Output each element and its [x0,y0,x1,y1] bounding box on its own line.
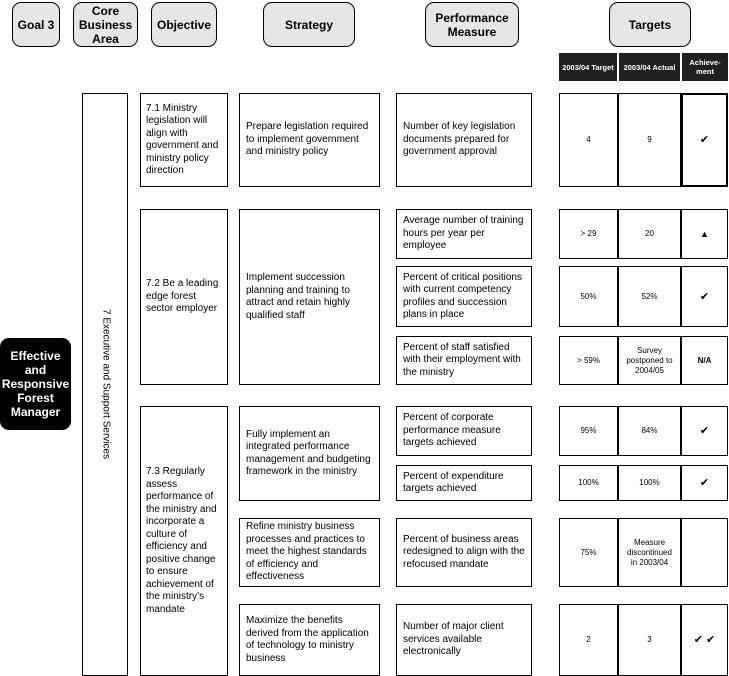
actual-row-2: 20 [618,209,681,259]
achievement-row-3-check-icon: ✔ [681,266,728,327]
measure-row-1: Number of key legislation documents prepared for government approval [396,93,532,187]
measure-row-4: Percent of staff satisfied with their employment with the ministry [396,336,532,385]
strategy-4: Refine ministry business processes and practices to meet the highest standards of efficiency and effectiveness [239,518,380,587]
target-row-1: 4 [559,93,618,187]
target-row-8: 2 [559,604,618,676]
achievement-row-5-check-icon: ✔ [681,406,728,456]
target-row-7: 75% [559,518,618,587]
strategy-3: Fully implement an integrated performance management and budgeting framework in the ministry [239,406,380,501]
strategy-5: Maximize the benefits derived from the application of technology to ministry business [239,604,380,676]
objective-header: Objective [151,2,217,47]
measure-row-3: Percent of critical positions with current competency profiles and succession plans in place [396,266,532,327]
actual-column-header: 2003/04 Actual [619,53,680,81]
target-row-5: 95% [559,406,618,456]
goal-header: Goal 3 [12,2,60,47]
actual-row-1: 9 [618,93,681,187]
actual-row-7: Measure discontinued in 2003/04 [618,518,681,587]
measure-row-8: Number of major client services available electronically [396,604,532,676]
targets-header: Targets [609,2,691,47]
achievement-column-header: Achieve-ment [682,53,728,81]
achievement-row-2-triangle-up-icon: ▲ [681,209,728,259]
measure-row-2: Average number of training hours per year per employee [396,209,532,259]
core-business-area-header: Core Business Area [73,2,138,47]
goal-label: Effective and Responsive Forest Manager [0,338,71,430]
strategy-2: Implement succession planning and training to attract and retain highly qualified staff [239,209,380,385]
target-row-4: > 59% [559,336,618,385]
performance-measure-header: Performance Measure [425,2,519,47]
achievement-row-7 [681,518,728,587]
achievement-row-6-check-icon: ✔ [681,465,728,501]
target-row-2: > 29 [559,209,618,259]
actual-row-5: 84% [618,406,681,456]
actual-row-4: Survey postponed to 2004/05 [618,336,681,385]
achievement-row-1-check-icon: ✔ [681,93,728,187]
target-row-6: 100% [559,465,618,501]
target-row-3: 50% [559,266,618,327]
objective-7-2: 7.2 Be a leading edge forest sector employer [140,209,228,385]
achievement-row-8-double-check-icon: ✔ ✔ [681,604,728,676]
target-column-header: 2003/04 Target [559,53,617,81]
strategy-header: Strategy [263,2,355,47]
objective-7-1: 7.1 Ministry legislation will align with government and ministry policy direction [140,93,228,187]
measure-row-7: Percent of business areas redesigned to align with the refocused mandate [396,518,532,587]
actual-row-8: 3 [618,604,681,676]
core-business-area-label: 7 Executive and Support Services [82,93,128,676]
achievement-row-4: N/A [681,336,728,385]
actual-row-3: 52% [618,266,681,327]
objective-7-3: 7.3 Regularly assess performance of the ministry and incorporate a culture of efficiency and positive change to ensure achievement of the ministry’s mandate [140,406,228,676]
measure-row-5: Percent of corporate performance measure targets achieved [396,406,532,456]
actual-row-6: 100% [618,465,681,501]
strategy-1: Prepare legislation required to implement government and ministry policy [239,93,380,187]
measure-row-6: Percent of expenditure targets achieved [396,465,532,501]
